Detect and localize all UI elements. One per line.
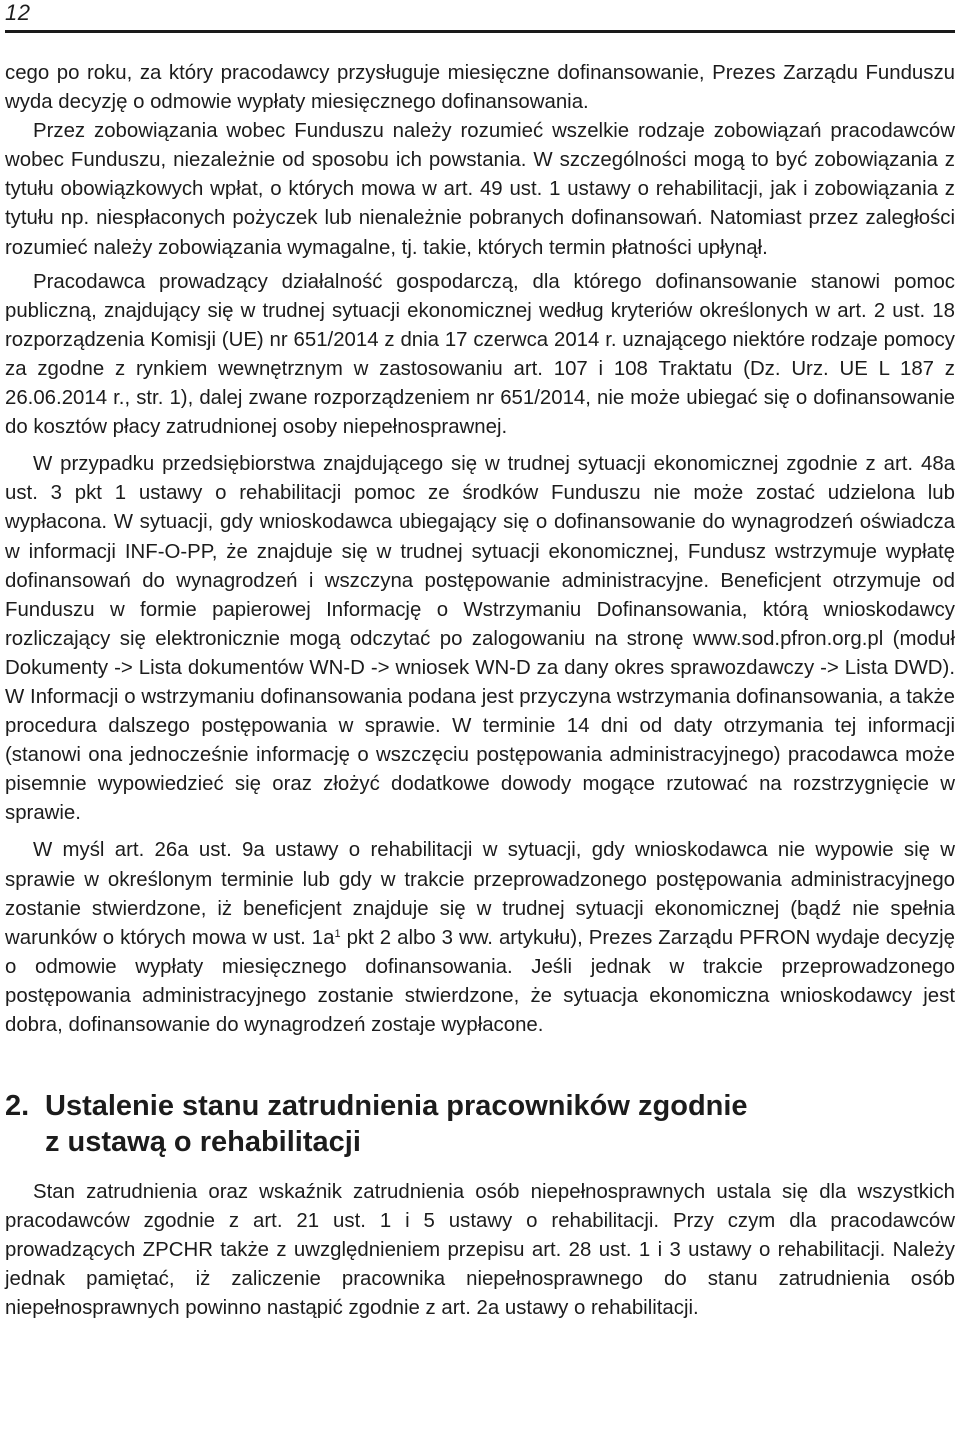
paragraph-public-aid: Pracodawca prowadzący działalność gospodarczą, dla którego dofinansowanie stanowi pomoc publiczną, znajdujący się w trudnej sytuacji ekonomicznej według kryteriów określonych w art. 2 ust. 18 rozporządzenia Komisji (UE) nr 651/2014 z dnia 17 czerwca 2014 r. uznającego niektóre rodzaje pomocy za zgodne z rynkiem wewnętrznym w zastosowaniu art. 107 i 108 Traktatu (Dz. Urz. UE L 187 z 26.06.2014 r., str. 1), dalej zwane rozporządzeniem nr 651/2014, nie może ubiegać się o dofinansowanie do kosztów płacy zatrudnionej osoby niepełnosprawnej. [5, 270, 955, 439]
section-number: 2. [5, 1090, 30, 1123]
header-rule [5, 30, 955, 33]
page-body [5, 59, 955, 1324]
paragraph-difficult-situation: W przypadku przedsiębiorstwa znajdującego się w trudnej sytuacji ekonomicznej zgodnie z art. 48a ust. 3 pkt 1 ustawy o rehabilitacji pomoc ze środków Funduszu nie może zostać udzielona lub wypłacona. W sytuacji, gdy wnioskodawca ubiegający się o dofinansowanie do wynagrodzeń oświadcza w informacji INF-O-PP, że znajduje się w trudnej sytuacji ekonomicznej, Fundusz wstrzymuje wypłatę dofinansowań do wynagrodzeń i wszczyna postępowanie administracyjne. Beneficjent otrzymuje od Funduszu w formie papierowej Informację o Wstrzymaniu Dofinansowania, którą wnioskodawcy rozliczający się elektronicznie mogą odczytać po zalogowaniu na stronę www.sod.pfron.org.pl (moduł Dokumenty -> Lista dokumentów WN-D -> wniosek WN-D za dany okres sprawozdawczy -> Lista DWD). W Informacji o wstrzymaniu dofinansowania podana jest przyczyna wstrzymania dofinansowania, a także procedura dalszego postępowania w sprawie. W terminie 14 dni od daty otrzymania tej informacji (stanowi ona jednocześnie informację o wszczęciu postępowania administracyjnego) pracodawca może pisemnie wypowiedzieć się oraz złożyć dodatkowe dowody mogące rzutować na rozstrzygnięcie w sprawie. [5, 453, 955, 825]
paragraph-art-26a-part2: pkt 2 albo 3 ww. artykułu), Prezes Zarządu PFRON wydaje decyzję o odmowie wypłaty miesięcznego dofinansowania. Jeśli jednak w trakcie przeprowadzonego postępowania administracyjnego zostanie stwierdzone, że sytuacja ekonomiczna wnioskodawcy jest dobra, dofinansowanie do wynagrodzeń zostaje wypłacone. [5, 926, 955, 1036]
page-number: 12 [5, 0, 31, 25]
section-title-line-2: z ustawą o rehabilitacji [45, 1126, 361, 1159]
paragraph-obligations: Przez zobowiązania wobec Funduszu należy rozumieć wszelkie rodzaje zobowiązań pracodawców wobec Funduszu, niezależnie od sposobu ich powstania. W szczególności mogą to być zobowiązania z tytułu obowiązkowych wpłat, o których mowa w art. 49 ust. 1 ustawy o rehabilitacji, jak i zobowiązania z tytułu np. niespłaconych pożyczek lub nienależnie pobranych dofinansowań. Natomiast przez zaległości rozumieć należy zobowiązania wymagalne, tj. takie, których termin płatności upłynął. [5, 120, 955, 259]
paragraph-continuation: cego po roku, za który pracodawcy przysługuje miesięczne dofinansowanie, Prezes Zarządu Funduszu wyda decyzję o odmowie wypłaty miesięcznego dofinansowania. [5, 62, 955, 114]
footnote-marker: 1 [334, 927, 341, 940]
paragraph-art-26a-part1: W myśl art. 26a ust. 9a ustawy o rehabilitacji w sytuacji, gdy wnioskodawca nie wypowie się w sprawie w określonym terminie lub gdy w trakcie przeprowadzonego postępowania administracyjnego zostanie stwierdzone, iż beneficjent znajduje się w trudnej sytuacji ekonomicznej (bądź nie spełnia warunków o których mowa w ust. 1a [5, 839, 955, 949]
section-heading [5, 1088, 955, 1160]
section-title [45, 1088, 955, 1160]
section-title-line-1: Ustalenie stanu zatrudnienia pracowników zgodnie [45, 1090, 748, 1123]
paragraph-art-26a [5, 836, 955, 1040]
paragraph-employment-status: Stan zatrudnienia oraz wskaźnik zatrudnienia osób niepełnosprawnych ustala się dla wszystkich pracodawców zgodnie z art. 21 ust. 1 i 5 ustawy o rehabilitacji. Przy czym dla pracodawców prowadzących ZPCHR także z uwzględnieniem przepisu art. 28 ust. 1 i 3 ustawy o rehabilitacji. Należy jednak pamiętać, iż zaliczenie pracownika niepełnosprawnego do stanu zatrudnienia osób niepełnosprawnych powinno nastąpić zgodnie z art. 2a ustawy o rehabilitacji. [5, 1181, 955, 1320]
